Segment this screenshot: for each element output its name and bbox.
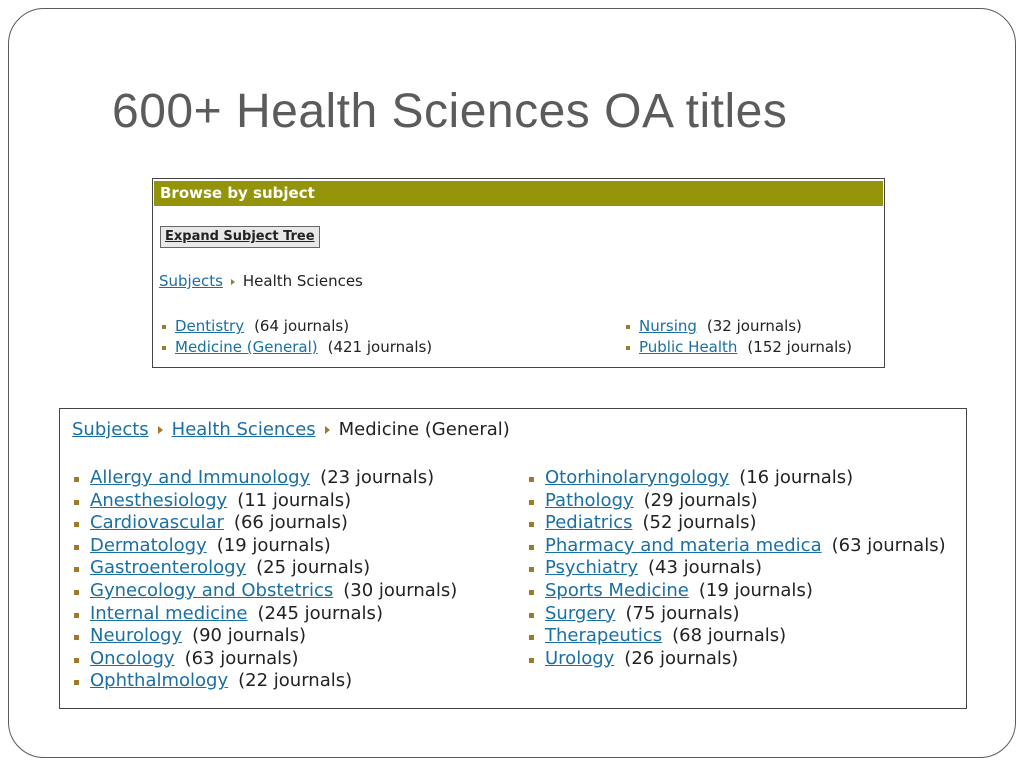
bullet-icon [74,590,79,595]
journal-count: (29 journals) [643,489,758,511]
journal-count: (63 journals) [831,534,946,556]
breadcrumb-link-subjects[interactable]: Subjects [159,272,223,290]
subject-link[interactable]: Psychiatry [545,557,639,579]
bullet-icon [626,325,630,329]
bullet-icon [529,658,534,663]
bullet-icon [162,325,166,329]
breadcrumb [72,419,510,440]
list-item [73,580,457,603]
bullet-icon [74,522,79,527]
journal-count: (16 journals) [739,467,854,488]
journal-count: (43 journals) [648,557,763,579]
list-item [73,467,457,490]
journal-count: (64 journals) [254,317,350,335]
journal-count: (19 journals) [698,579,813,601]
list-item [73,535,457,558]
subject-link[interactable]: Oncology [90,647,175,669]
journal-count: (30 journals) [343,579,458,601]
subject-link[interactable]: Neurology [90,625,183,647]
bullet-icon [529,635,534,640]
subject-link[interactable]: Public Health [639,338,738,356]
subject-link[interactable]: Dermatology [90,534,207,556]
list-item [528,625,946,648]
list-item [73,603,457,626]
list-item [73,648,457,671]
journal-count: (421 journals) [327,338,433,356]
subject-link[interactable]: Pharmacy and materia medica [545,534,822,556]
bullet-icon [529,500,534,505]
list-item [528,490,946,513]
journal-count: (66 journals) [233,512,348,534]
bullet-icon [162,346,166,350]
journal-count: (245 journals) [257,602,383,624]
list-item [528,467,946,490]
subject-link[interactable]: Allergy and Immunology [90,467,311,488]
list-item [528,512,946,535]
expand-subject-tree-button[interactable]: Expand Subject Tree [160,226,320,248]
browse-by-subject-panel [152,178,885,368]
subject-list-right [528,467,946,670]
list-item [625,337,852,358]
breadcrumb [159,272,363,290]
journal-count: (75 journals) [625,602,740,624]
list-item [73,625,457,648]
bullet-icon [74,500,79,505]
journal-count: (11 journals) [237,489,352,511]
subject-link[interactable]: Gastroenterology [90,557,247,579]
subject-link[interactable]: Surgery [545,602,616,624]
list-item [73,490,457,513]
journal-count: (19 journals) [216,534,331,556]
breadcrumb-link-health-sciences[interactable]: Health Sciences [171,419,316,440]
subject-link[interactable]: Pathology [545,489,634,511]
subject-link[interactable]: Pediatrics [545,512,633,534]
breadcrumb-arrow-icon [158,426,163,434]
subject-link[interactable]: Ophthalmology [90,670,229,692]
journal-count: (63 journals) [184,647,299,669]
bullet-icon [74,477,79,482]
subject-link[interactable]: Nursing [639,317,697,335]
bullet-icon [529,567,534,572]
subject-list-left [73,467,457,693]
journal-count: (152 journals) [747,338,852,356]
list-item [528,535,946,558]
browse-header: Browse by subject [154,181,883,206]
medicine-general-panel [59,408,967,709]
subject-link[interactable]: Gynecology and Obstetrics [90,579,334,601]
subject-link[interactable]: Dentistry [175,317,245,335]
bullet-icon [529,545,534,550]
journal-count: (25 journals) [256,557,371,579]
subject-link[interactable]: Otorhinolaryngology [545,467,730,488]
subject-list-right [625,316,852,358]
journal-count: (32 journals) [706,317,802,335]
bullet-icon [529,590,534,595]
list-item [73,670,457,693]
subject-link[interactable]: Medicine (General) [175,338,318,356]
list-item [161,337,432,358]
list-item [73,557,457,580]
bullet-icon [529,613,534,618]
list-item [73,512,457,535]
bullet-icon [626,346,630,350]
bullet-icon [74,545,79,550]
journal-count: (23 journals) [320,467,435,488]
subject-link[interactable]: Sports Medicine [545,579,689,601]
subject-link[interactable]: Cardiovascular [90,512,224,534]
breadcrumb-current: Health Sciences [242,272,363,290]
journal-count: (26 journals) [624,647,739,669]
bullet-icon [529,477,534,482]
list-item [528,557,946,580]
journal-count: (22 journals) [238,670,353,692]
journal-count: (52 journals) [642,512,757,534]
subject-link[interactable]: Anesthesiology [90,489,228,511]
bullet-icon [74,567,79,572]
breadcrumb-current: Medicine (General) [338,419,510,440]
subject-link[interactable]: Therapeutics [545,625,663,647]
subject-link[interactable]: Internal medicine [90,602,248,624]
list-item [528,603,946,626]
bullet-icon [74,635,79,640]
bullet-icon [529,522,534,527]
subject-link[interactable]: Urology [545,647,615,669]
bullet-icon [74,613,79,618]
journal-count: (90 journals) [192,625,307,647]
bullet-icon [74,658,79,663]
list-item [625,316,852,337]
breadcrumb-arrow-icon [231,279,235,285]
breadcrumb-link-subjects[interactable]: Subjects [72,419,149,440]
list-item [528,648,946,671]
list-item [528,580,946,603]
slide-title: 600+ Health Sciences OA titles [112,85,788,138]
subject-list-left [161,316,432,358]
bullet-icon [74,680,79,685]
list-item [161,316,432,337]
journal-count: (68 journals) [672,625,787,647]
breadcrumb-arrow-icon [325,426,330,434]
